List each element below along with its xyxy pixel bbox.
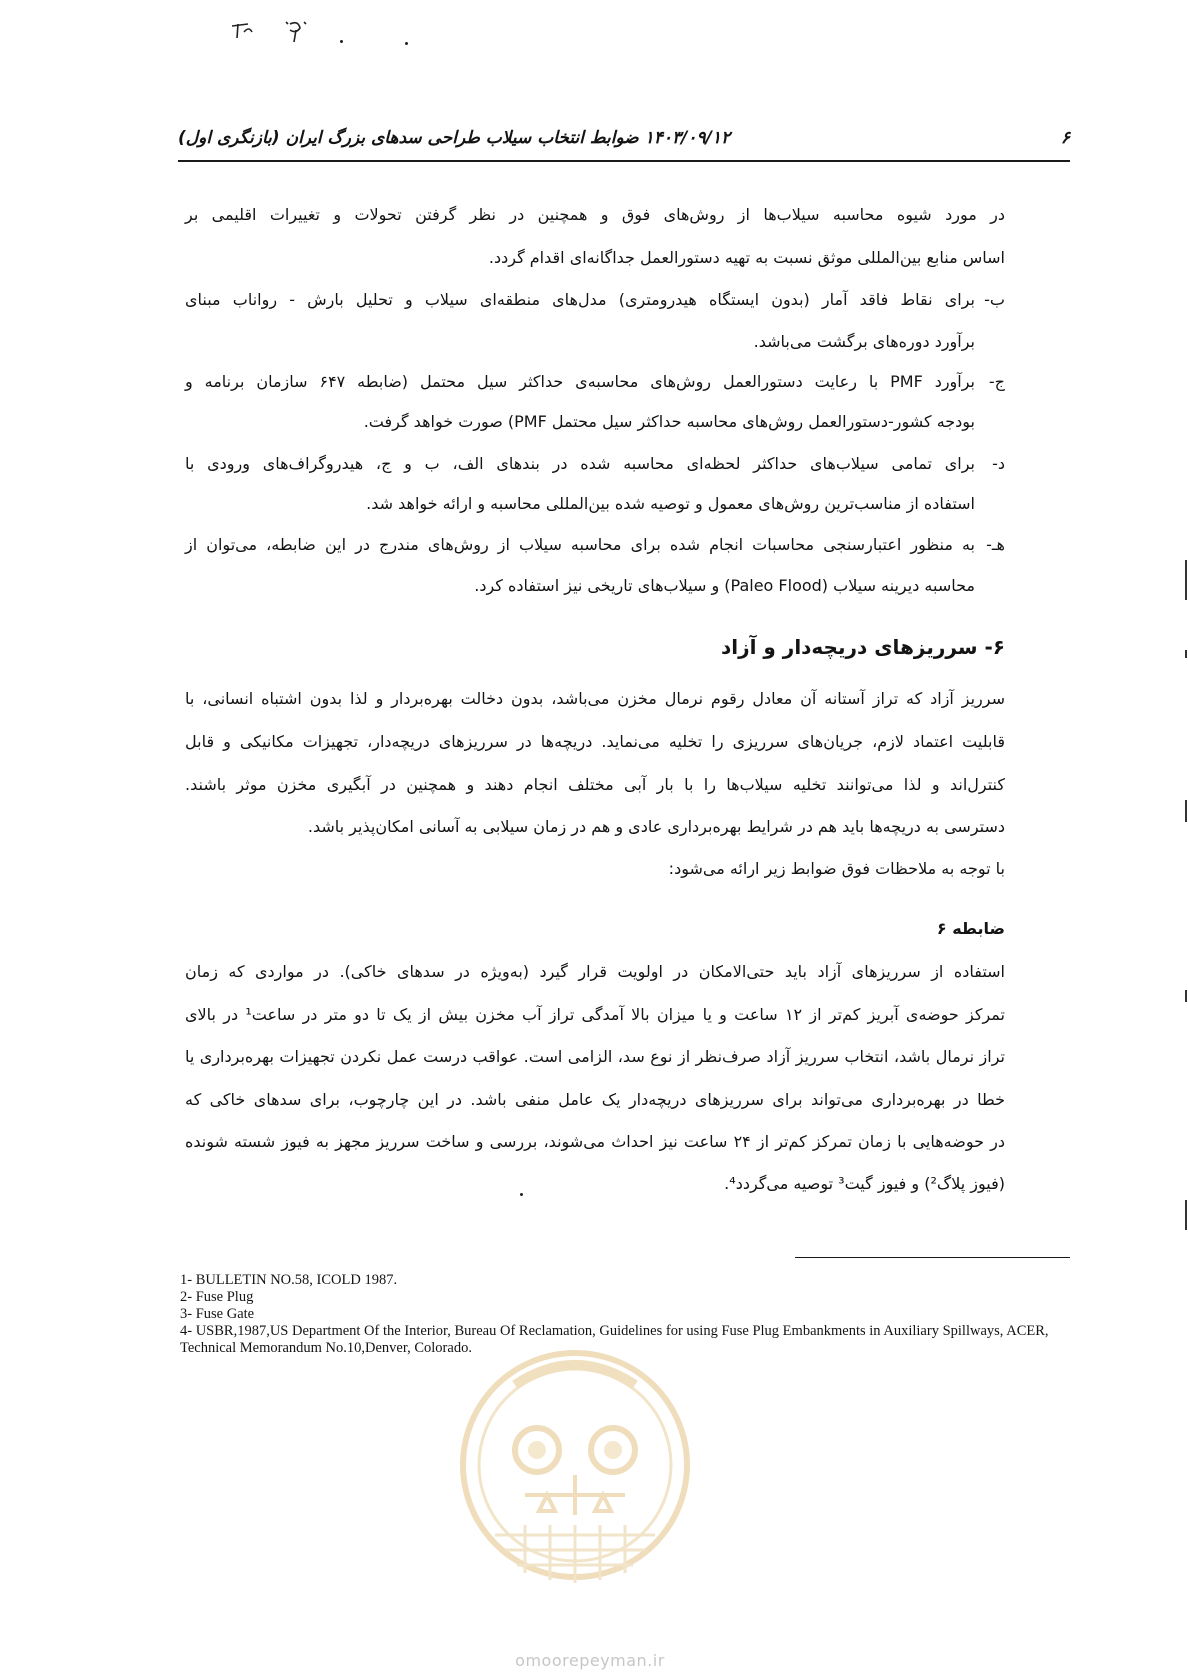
criterion-line: استفاده از سرریزهای آزاد باید حتی‌الامکان در اولویت قرار گیرد (به‌ویژه در سدهای خاکی). در مواردی که زمان (185, 962, 1005, 981)
list-item-line: محاسبه دیرینه سیلاب (Paleo Flood) و سیلاب‌های تاریخی نیز استفاده کرد. (474, 576, 975, 595)
footnote: 2- Fuse Plug (180, 1289, 254, 1305)
running-title: ۱۴۰۳/۰۹/۱۲ ضوابط انتخاب سیلاب طراحی سدهای بزرگ ایران (بازنگری اول) (178, 128, 731, 148)
list-marker: د- (992, 454, 1005, 473)
section-line: با توجه به ملاحظات فوق ضوابط زیر ارائه می‌شود: (668, 859, 1005, 878)
watermark-url: omoorepeyman.ir (515, 1651, 665, 1670)
running-header (178, 128, 1070, 158)
list-marker: هـ- (986, 535, 1005, 554)
list-item-line: برای نقاط فاقد آمار (بدون ایستگاه هیدرومتری) مدل‌های منطقه‌ای سیلاب و تحلیل بارش - رواناب مبنای (185, 290, 975, 309)
list-item-line: به منظور اعتبارسنجی محاسبات انجام شده برای محاسبه سیلاب از روش‌های مندرج در این ضابطه، می‌توان از (185, 535, 975, 554)
footnote-rule (795, 1257, 1070, 1258)
criterion-line: خطا در بهره‌برداری می‌تواند برای سرریزهای دریچه‌دار یک عامل منفی باشد. در این چارچوب، برای سدهای خاکی که (185, 1090, 1005, 1109)
list-item-line: برآورد دوره‌های برگشت می‌باشد. (753, 332, 975, 351)
section-heading: ۶- سرریزهای دریچه‌دار و آزاد (720, 635, 1005, 659)
list-item-line: بودجه کشور-دستورالعمل روش‌های محاسبه حداکثر سیل محتمل PMF) صورت خواهد گرفت. (363, 412, 975, 431)
handwritten-scribble (228, 18, 348, 48)
footnote: 1- BULLETIN NO.58, ICOLD 1987. (180, 1272, 398, 1288)
criterion-line: تمرکز حوضه‌ی آبریز کم‌تر از ۱۲ ساعت و یا میزان بالا آمدگی تراز آب مخزن بیش از یک تا دو متر در ساعت¹ در بالای (185, 1005, 1006, 1024)
intro-line: در مورد شیوه محاسبه سیلاب‌ها از روش‌های فوق و همچنین در نظر گرفتن تحولات و تغییرات اقلیمی بر (185, 205, 1005, 224)
header-rule (178, 160, 1070, 162)
list-item-line: استفاده از مناسب‌ترین روش‌های معمول و توصیه شده بین‌المللی محاسبه و ارائه خواهد شد. (366, 494, 975, 513)
footnote: 3- Fuse Gate (180, 1306, 255, 1322)
criterion-line: (فیوز پلاگ²) و فیوز گیت³ توصیه می‌گردد⁴. (724, 1174, 1005, 1193)
watermark-seal-icon (455, 1345, 695, 1595)
ink-dot (340, 40, 343, 43)
ink-dot (405, 42, 408, 45)
intro-line: اساس منابع بین‌المللی موثق نسبت به تهیه دستورالعمل جداگانه‌ای اقدام گردد. (488, 248, 1005, 267)
list-item-line: برآورد PMF با رعایت دستورالعمل روش‌های محاسبه‌ی حداکثر سیل محتمل (ضابطه ۶۴۷ سازمان برنامه و (185, 372, 976, 391)
section-line: سرریز آزاد که تراز آستانه آن معادل رقوم نرمال مخزن می‌باشد، بدون دخالت بهره‌بردار و لذا بدون اشتباه انسانی، با (185, 689, 1005, 708)
page-number: ۶ (1060, 128, 1070, 148)
list-marker: ج- (988, 372, 1005, 391)
ink-dot (520, 1193, 523, 1196)
criterion-heading: ضابطه ۶ (936, 919, 1005, 938)
list-marker: ب- (984, 290, 1005, 309)
section-line: قابلیت اعتماد لازم، جریان‌های سرریزی را تخلیه می‌نماید. دریچه‌ها در سرریزهای دریچه‌دار، تجهیزات مکانیکی و قابل (185, 732, 1005, 751)
section-line: دسترسی به دریچه‌ها باید هم در شرایط بهره‌برداری عادی و هم در زمان سیلابی به آسانی امکان‌پذیر باشد. (307, 817, 1005, 836)
scan-edge-marks (1180, 560, 1188, 1260)
criterion-line: در حوضه‌هایی با زمان تمرکز کم‌تر از ۲۴ ساعت نیز احداث می‌شوند، بررسی و ساخت سرریز مجهز به فیوز شسته شونده (185, 1132, 1006, 1151)
criterion-line: تراز نرمال باشد، انتخاب سرریز آزاد صرف‌نظر از نوع سد، الزامی است. عواقب درست عمل نکردن تجهیزات بهره‌برداری یا (185, 1047, 1005, 1066)
section-line: کنترل‌اند و لذا می‌توانند تخلیه سیلاب‌ها را با بار آبی مختلف انجام دهند و همچنین در آبگیری مخزن موثر باشند. (185, 775, 1005, 794)
footnote: 4- USBR,1987,US Department Of the Interior, Bureau Of Reclamation, Guidelines for using Fuse Plug Embankments in Auxiliary Spillways, ACER, Technical Memorandum No.10,Denver, Colorado. (180, 1323, 1049, 1356)
list-item-line: برای تمامی سیلاب‌های حداکثر لحظه‌ای محاسبه شده در بندهای الف، ب و ج، هیدروگراف‌های ورودی با (185, 454, 975, 473)
